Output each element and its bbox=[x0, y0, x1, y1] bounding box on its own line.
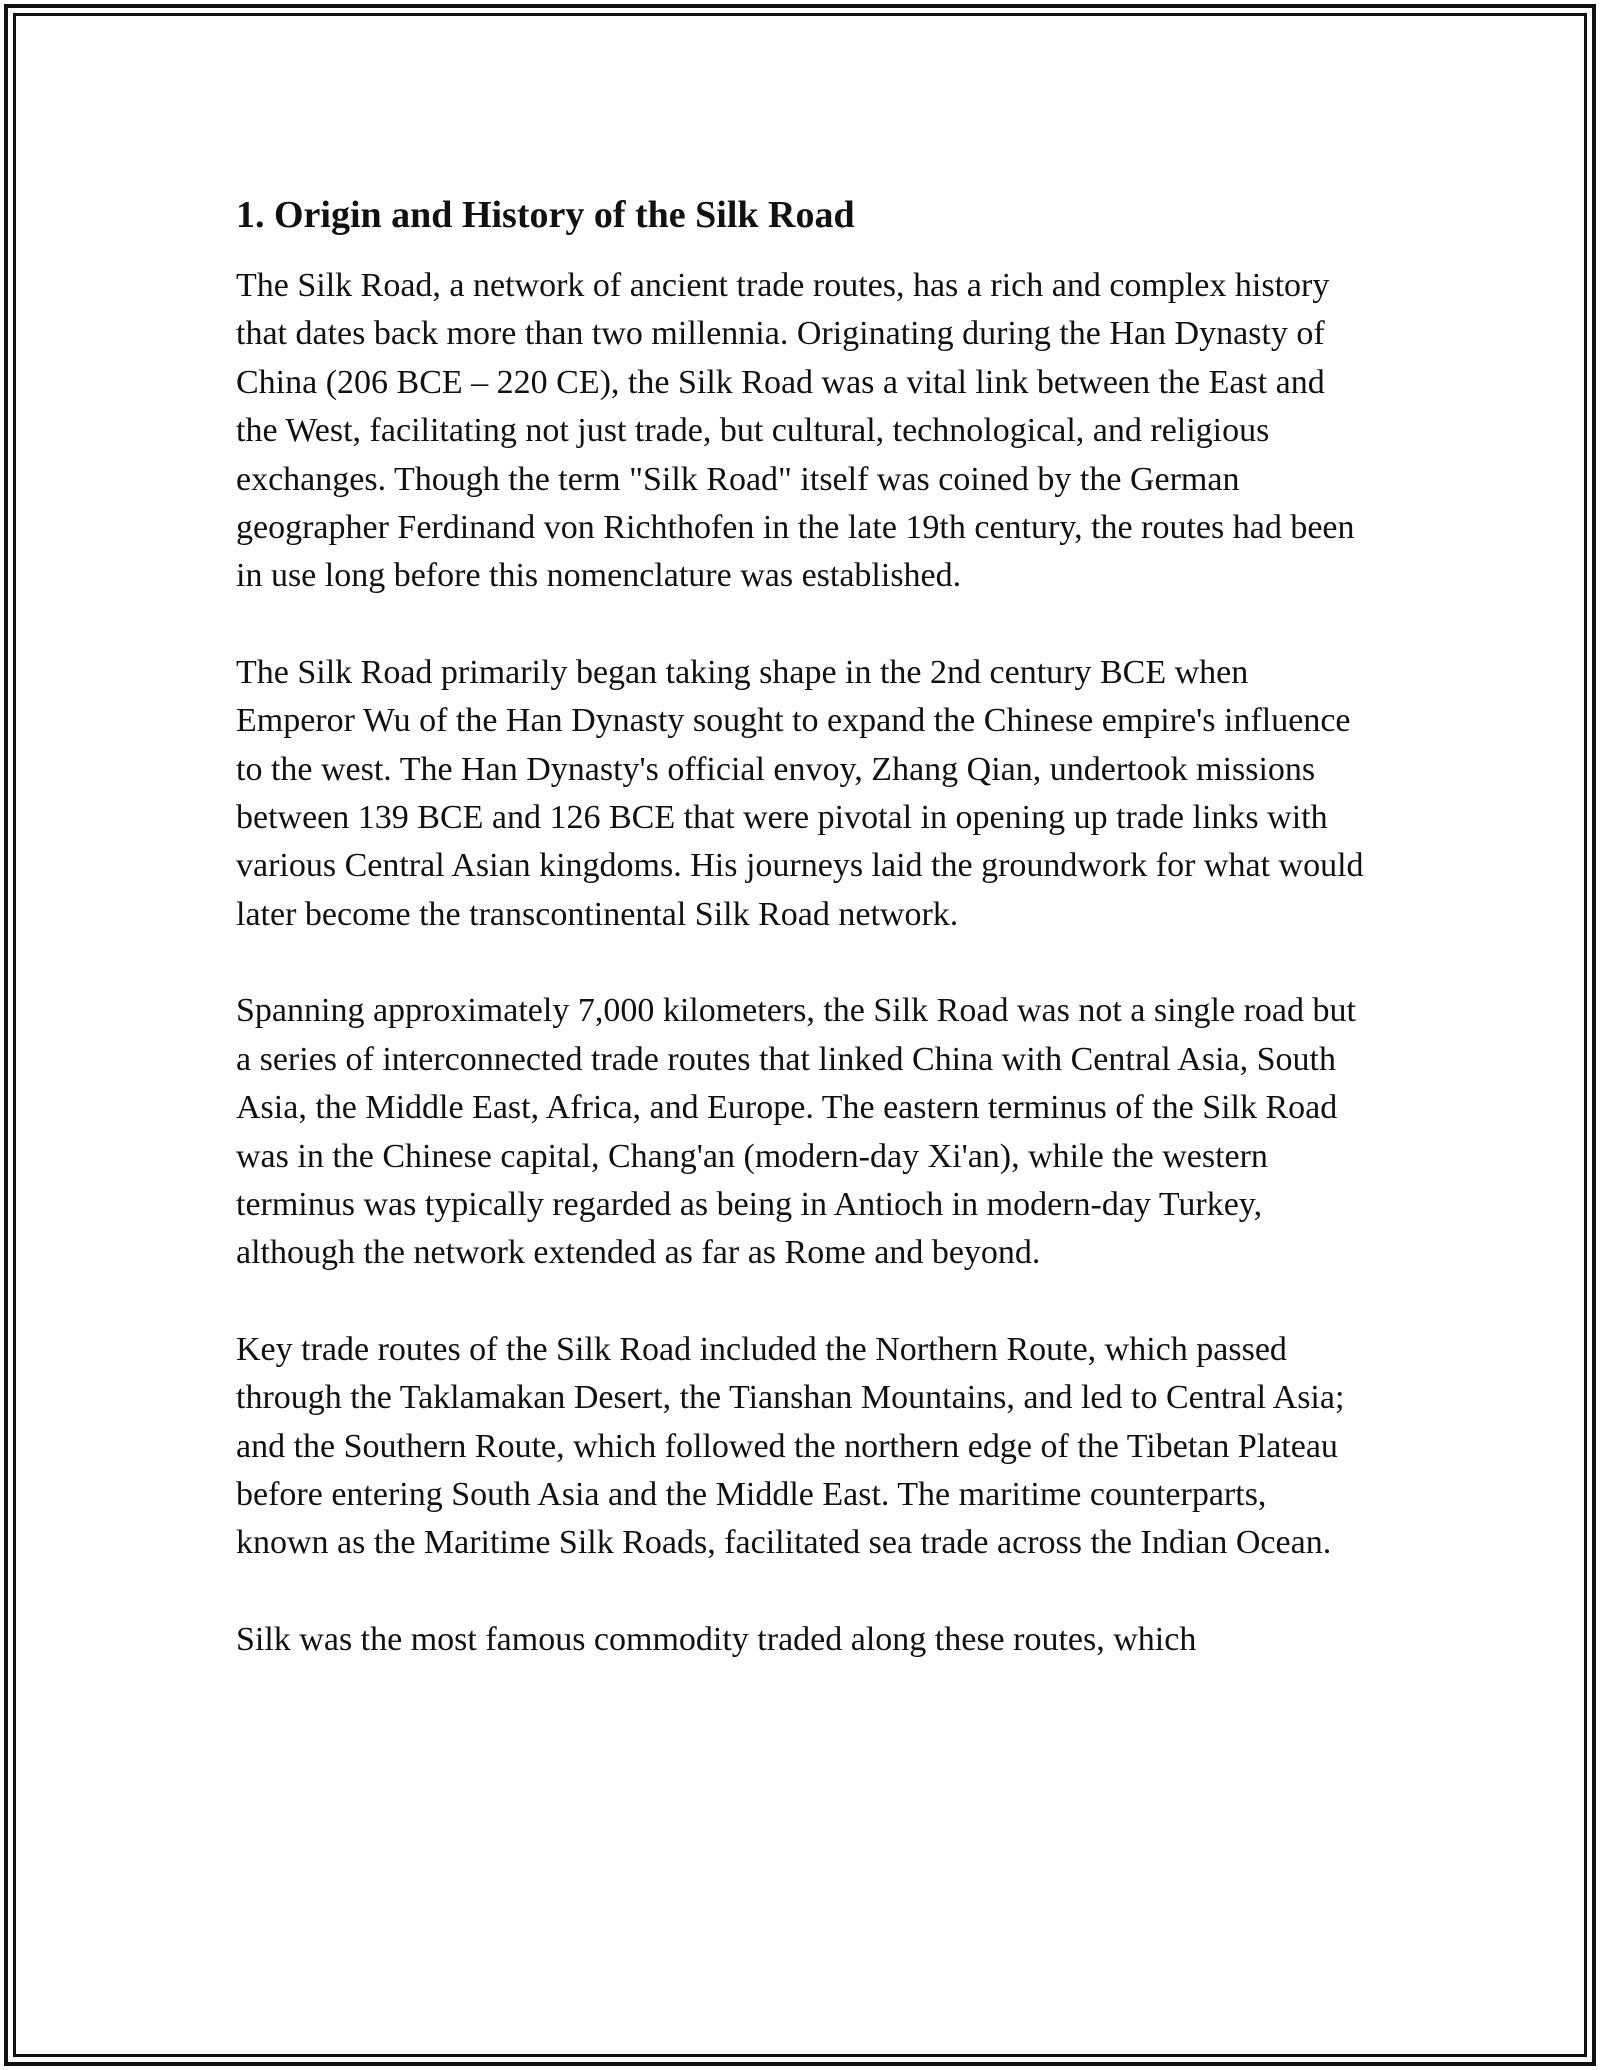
paragraph-intro: The Silk Road, a network of ancient trade routes, has a rich and complex history that dates back more than two millennia. Originating during the Han Dynasty of China (206 BCE – 220 CE), the Silk Road was a vital link between the East and the West, facilitating not just trade, but cultural, technological, and religious exchanges. Though the term "Silk Road" itself was coined by the German geographer Ferdinand von Richthofen in the late 19th century, the routes had been in use long before this nomenclature was established. bbox=[236, 267, 1355, 595]
paragraph-silk: Silk was the most famous commodity traded along these routes, which bbox=[236, 1620, 1197, 1658]
paragraph-extent: Spanning approximately 7,000 kilometers, the Silk Road was not a single road but a series of interconnected trade routes that linked China with Central Asia, South Asia, the Middle East, Africa, and Europe. The eastern terminus of the Silk Road was in the Chinese capital, Chang'an (modern-day Xi'an), while the western terminus was typically regarded as being in Antioch in modern-day Turkey, although the network extended as far as Rome and beyond. bbox=[236, 992, 1356, 1272]
section-heading: 1. Origin and History of the Silk Road bbox=[236, 194, 855, 236]
paragraph-routes: Key trade routes of the Silk Road included the Northern Route, which passed through the Taklamakan Desert, the Tianshan Mountains, and led to Central Asia; and the Southern Route, which followed the northern edge of the Tibetan Plateau before entering South Asia and the Middle East. The maritime counterparts, known as the Maritime Silk Roads, facilitated sea trade across the Indian Ocean. bbox=[236, 1330, 1345, 1562]
paragraph-origins: The Silk Road primarily began taking shape in the 2nd century BCE when Emperor Wu of the Han Dynasty sought to expand the Chinese empire's influence to the west. The Han Dynasty's official envoy, Zhang Qian, undertook missions between 139 BCE and 126 BCE that were pivotal in opening up trade links with various Central Asian kingdoms. His journeys laid the groundwork for what would later become the transcontinental Silk Road network. bbox=[236, 653, 1364, 933]
document-body bbox=[236, 186, 1366, 1712]
